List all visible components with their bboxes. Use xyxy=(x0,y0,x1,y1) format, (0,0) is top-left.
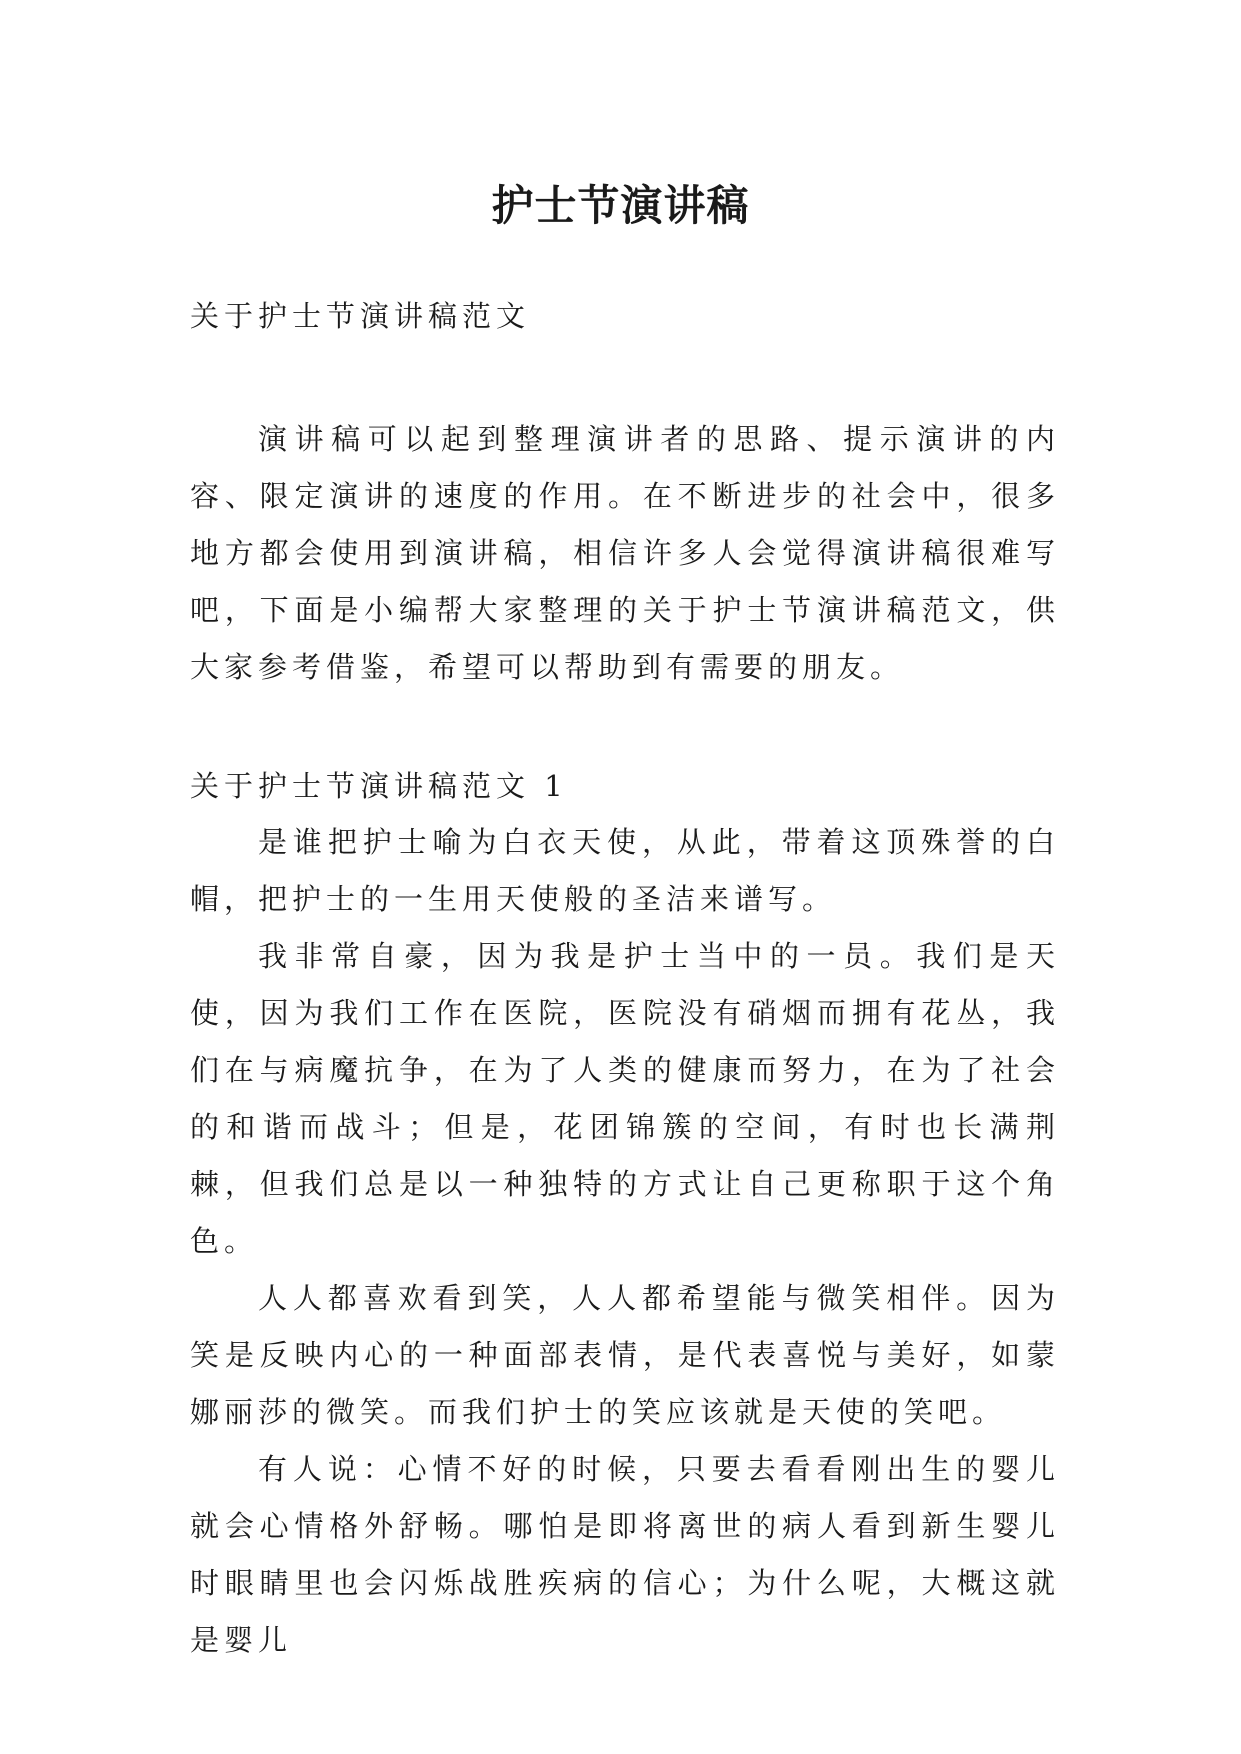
document-subtitle: 关于护士节演讲稿范文 xyxy=(190,299,531,333)
body-paragraph: 我非常自豪，因为我是护士当中的一员。我们是天使，因为我们工作在医院，医院没有硝烟而拥有花丛，我们在与病魔抗争，在为了人类的健康而努力，在为了社会的和谐而战斗；但是，花团锦簇的空间，有时也长满荆棘，但我们总是以一种独特的方式让自己更称职于这个角色。 xyxy=(190,939,1060,1258)
spacer xyxy=(190,696,1060,758)
document-body xyxy=(190,287,1060,1669)
body-paragraph: 是谁把护士喻为白衣天使，从此，带着这顶殊誉的白帽，把护士的一生用天使般的圣洁来谱写。 xyxy=(190,825,1060,916)
body-paragraph: 人人都喜欢看到笑，人人都希望能与微笑相伴。因为笑是反映内心的一种面部表情，是代表喜悦与美好，如蒙娜丽莎的微笑。而我们护士的笑应该就是天使的笑吧。 xyxy=(190,1281,1060,1429)
body-paragraph: 有人说：心情不好的时候，只要去看看刚出生的婴儿就会心情格外舒畅。哪怕是即将离世的病人看到新生婴儿时眼睛里也会闪烁战胜疾病的信心；为什么呢，大概这就是婴儿 xyxy=(190,1452,1060,1657)
document-title: 护士节演讲稿 xyxy=(491,181,750,231)
section-heading: 关于护士节演讲稿范文 1 xyxy=(190,769,568,803)
intro-paragraph: 演讲稿可以起到整理演讲者的思路、提示演讲的内容、限定演讲的速度的作用。在不断进步的社会中，很多地方都会使用到演讲稿，相信许多人会觉得演讲稿很难写吧，下面是小编帮大家整理的关于护士节演讲稿范文，供大家参考借鉴，希望可以帮助到有需要的朋友。 xyxy=(190,422,1060,684)
spacer xyxy=(190,345,1060,411)
